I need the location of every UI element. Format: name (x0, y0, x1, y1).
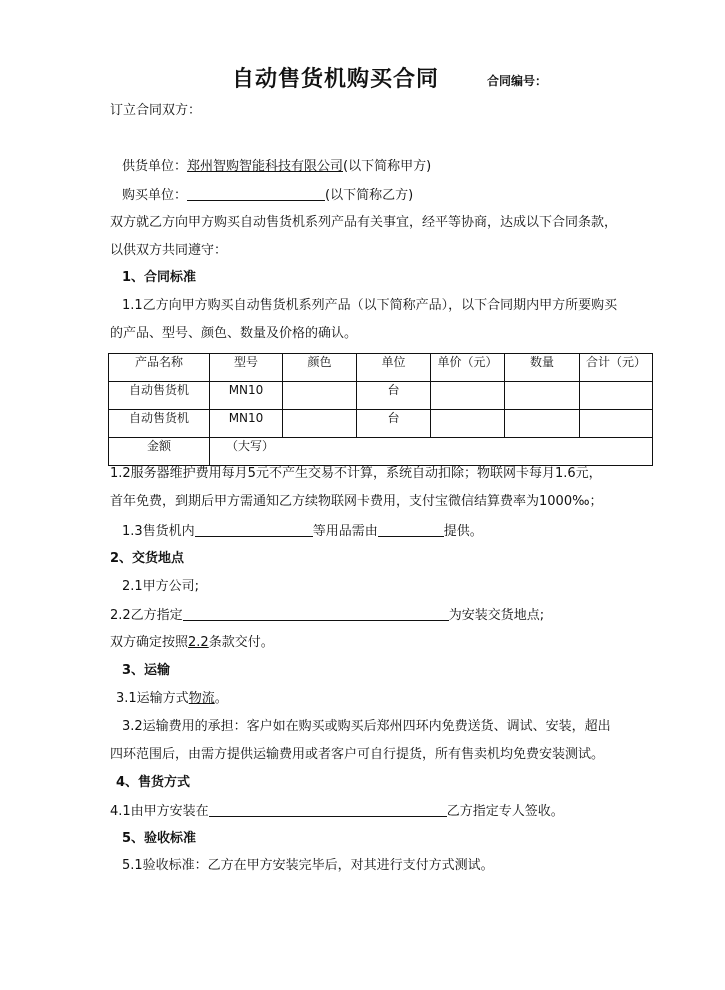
quantity-cell[interactable] (505, 410, 580, 438)
model-cell: MN10 (210, 410, 283, 438)
supplier-name: 郑州智购智能科技有限公司 (187, 159, 344, 174)
buyer-alias: (以下简称乙方) (325, 188, 414, 203)
header-cell: 单价（元） (431, 354, 505, 382)
table-row (109, 410, 653, 438)
clause-2-2-text-a: 2.2乙方指定 (110, 608, 183, 623)
clause-2-3-text-b: 条款交付。 (208, 635, 274, 650)
document-title: 自动售货机购买合同 (232, 67, 440, 92)
clause-3-2-line-2: 四环范围后，由需方提供运输费用或者客户可自行提货，所有售卖机均免费安装测试。 (110, 747, 605, 762)
clause-reference: 2.2 (188, 635, 209, 650)
clause-1-3 (122, 523, 483, 540)
supplier-line (122, 159, 431, 175)
color-cell[interactable] (283, 410, 357, 438)
clause-4-1-text-a: 4.1由甲方安装在 (110, 804, 209, 819)
model-cell: MN10 (210, 382, 283, 410)
unit-price-cell[interactable] (431, 410, 505, 438)
clause-3-2-line-1: 3.2运输费用的承担：客户如在购买或购买后郑州四环内免费送货、调试、安装，超出 (122, 719, 611, 734)
unit-cell: 台 (357, 410, 431, 438)
clause-1-2-line-2: 首年免费，到期后甲方需通知乙方续物联网卡费用，支付宝微信结算费率为1000‰； (110, 494, 603, 509)
table-total-row (109, 438, 653, 466)
supplier-alias: (以下简称甲方) (343, 159, 432, 174)
header-cell: 产品名称 (109, 354, 210, 382)
clause-2-2 (110, 607, 544, 624)
header-cell: 单位 (357, 354, 431, 382)
intro-line-2: 以供双方共同遵守： (110, 243, 228, 258)
clause-3-1-text-a: 3.1运输方式 (116, 691, 189, 706)
delivery-location-blank[interactable] (183, 607, 449, 621)
intro-line-1: 双方就乙方向甲方购买自动售货机系列产品有关事宜，经平等协商，达成以下合同条款， (110, 215, 618, 230)
contract-number-label: 合同编号： (487, 74, 548, 88)
unit-price-cell[interactable] (431, 382, 505, 410)
transport-method: 物流 (188, 691, 215, 706)
section-2-heading: 2、交货地点 (110, 551, 185, 566)
clause-2-2-text-b: 为安装交货地点; (448, 608, 545, 623)
clause-1-1-line-2: 的产品、型号、颜色、数量及价格的确认。 (110, 326, 358, 341)
header-cell: 颜色 (283, 354, 357, 382)
section-4-heading: 4、售货方式 (116, 775, 191, 790)
product-name-cell: 自动售货机 (109, 382, 210, 410)
provider-blank[interactable] (378, 523, 444, 537)
clause-1-3-text-a: 1.3售货机内 (122, 524, 195, 539)
buyer-name-blank[interactable] (187, 187, 325, 201)
table-header-row (109, 354, 653, 382)
install-location-blank[interactable] (209, 803, 447, 817)
clause-1-3-text-b: 等用品需由 (312, 524, 378, 539)
table-row (109, 382, 653, 410)
header-cell: 型号 (210, 354, 283, 382)
clause-2-1: 2.1甲方公司; (122, 579, 200, 594)
buyer-line (122, 187, 413, 204)
supplies-blank[interactable] (195, 523, 313, 537)
subtotal-cell[interactable] (580, 382, 653, 410)
clause-4-1 (110, 803, 564, 820)
header-cell: 数量 (505, 354, 580, 382)
quantity-cell[interactable] (505, 382, 580, 410)
color-cell[interactable] (283, 382, 357, 410)
clause-3-1 (116, 691, 228, 707)
subtotal-cell[interactable] (580, 410, 653, 438)
header-cell: 合计（元） (580, 354, 653, 382)
section-1-heading: 1、合同标准 (122, 270, 197, 285)
buyer-label: 购买单位： (122, 188, 188, 203)
total-label-cell: 金额 (109, 438, 210, 466)
section-3-heading: 3、运输 (122, 663, 171, 678)
clause-4-1-text-b: 乙方指定专人签收。 (446, 804, 564, 819)
clause-1-3-text-c: 提供。 (443, 524, 483, 539)
clause-2-3 (110, 635, 274, 651)
product-name-cell: 自动售货机 (109, 410, 210, 438)
total-amount-cell[interactable]: （大写） (210, 438, 653, 466)
clause-2-3-text-a: 双方确定按照 (110, 635, 189, 650)
supplier-label: 供货单位： (122, 159, 188, 174)
clause-1-2-line-1: 1.2服务器维护费用每月5元不产生交易不计算，系统自动扣除；物联网卡每月1.6元， (110, 466, 602, 481)
clause-5-1: 5.1验收标准：乙方在甲方安装完毕后，对其进行支付方式测试。 (122, 858, 494, 873)
product-table (108, 353, 653, 466)
parties-intro: 订立合同双方： (110, 103, 202, 118)
unit-cell: 台 (357, 382, 431, 410)
clause-3-1-text-b: 。 (214, 691, 228, 706)
clause-1-1-line-1: 1.1乙方向甲方购买自动售货机系列产品（以下简称产品），以下合同期内甲方所要购买 (122, 298, 618, 313)
section-5-heading: 5、验收标准 (122, 831, 197, 846)
